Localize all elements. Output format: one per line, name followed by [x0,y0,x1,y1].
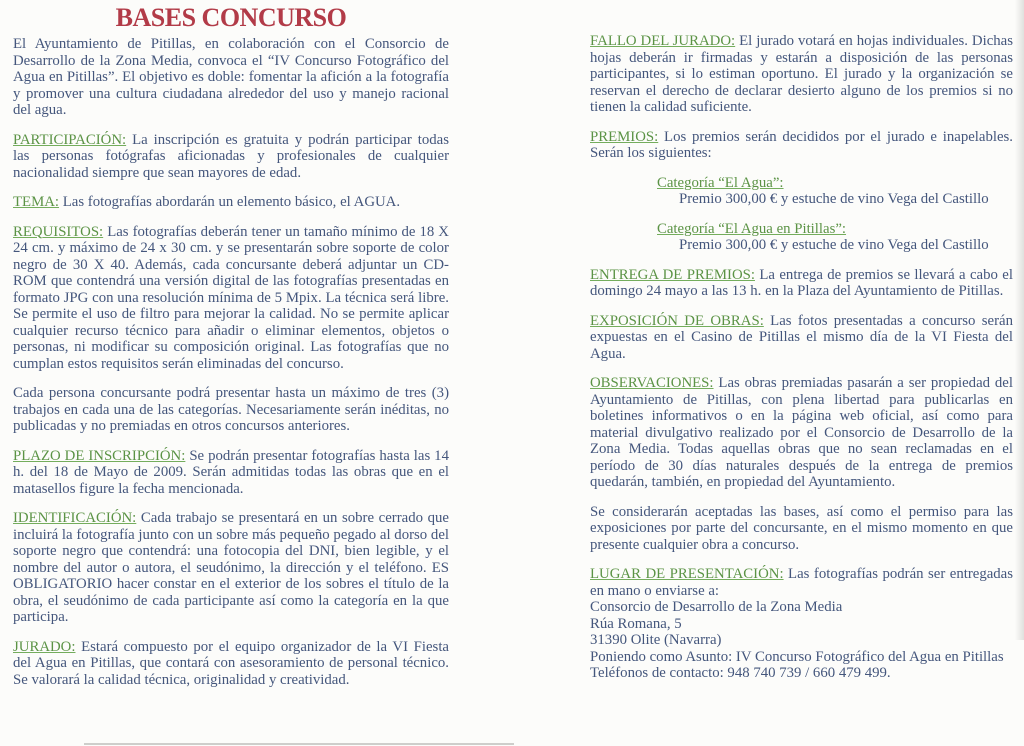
prize-amount: Premio 300,00 € y estuche de vino Vega del Castillo [679,191,989,207]
section-heading: IDENTIFICACIÓN: [13,510,137,526]
category-heading: Categoría “El Agua en Pitillas”: [657,220,847,237]
section-heading: PLAZO DE INSCRIPCIÓN: [13,447,186,464]
paragraph-body: Cada trabajo se presentará en un sobre cerrado que incluirá la fotografía junto con un sobre más pequeño pegado al dorso del soporte negro que contendrá: una fotocopia del DNI, bien legible, y el nombre del autor o autora, el seudónimo, la dirección y el teléfono. ES OBLIGATORIO hacer constar en el exterior de los sobres el título de la obra, el seudónimo de cada participante así como la categoría en la que participa. [13,510,449,625]
section-heading: PARTICIPACIÓN: [13,131,127,148]
section-heading: REQUISITOS: [13,223,104,240]
page-title: BASES CONCURSO [115,3,347,32]
category-heading: Categoría “El Agua”: [657,174,784,191]
section-observaciones [590,375,1013,491]
paragraph-body: Las fotos presentadas a concurso serán expuestas en el Casino de Pitillas el mismo día de la VI Fiesta del Agua. [590,312,1013,362]
paragraph-body: La entrega de premios se llevará a cabo el domingo 24 mayo a las 13 h. en la Plaza del Ayuntamiento de Pitillas. [590,266,1013,299]
paragraph-body: Cada persona concursante podrá presentar hasta un máximo de tres (3) trabajos en cada una de las categorías. Necesariamente serán inéditas, no publicadas y no premiadas en otros concursos anteriores. [13,385,449,434]
paragraph-body: Las fotografías abordarán un elemento básico, el AGUA. [62,194,401,210]
intro-paragraph [13,36,449,119]
scan-edge-shade [1015,0,1024,640]
section-exposicion-de-obras [590,313,1013,363]
section-participacion [13,132,449,182]
section-jurado [13,639,449,689]
prize-category-label [657,175,1013,192]
left-column [13,36,449,701]
right-column [590,33,1013,682]
paragraph-body: Estará compuesto por el equipo organizador de la VI Fiesta del Agua en Pitillas, que contará con asesoramiento de personal técnico. Se valorará la calidad técnica, originalidad y creatividad. [13,638,449,688]
section-heading: ENTREGA DE PREMIOS: [590,266,755,283]
section-entrega-de-premios [590,267,1013,300]
address-line: 31390 Olite (Navarra) [590,632,722,648]
limit-paragraph [13,385,449,435]
paragraph-body: Se podrán presentar fotografías hasta las 14 h. del 18 de Mayo de 2009. Serán admitidas todas las obras que en el matasellos figure la fecha mencionada. [13,447,449,497]
section-lugar-de-presentacion [590,566,1013,599]
section-heading: JURADO: [13,638,76,655]
prize-category-agua-en-pitillas [590,221,1013,254]
address-line-phones: Teléfonos de contacto: 948 740 739 / 660 479 499. [590,665,891,681]
paragraph-body: El Ayuntamiento de Pitillas, en colaboración con el Consorcio de Desarrollo de la Zona Media, convoca el “IV Concurso Fotográfico del Agua en Pitillas”. El objetivo es doble: fomentar la afición a la fotografía y promover una cultura ciudadana alrededor del uso y manejo racional del agua. [13,36,449,118]
section-plazo-de-inscripcion [13,448,449,498]
prize-amount: Premio 300,00 € y estuche de vino Vega del Castillo [679,237,989,253]
scan-edge-line [84,743,514,745]
delivery-address [590,599,1013,682]
paragraph-body: Las fotografías deberán tener un tamaño mínimo de 18 X 24 cm. y máximo de 24 x 30 cm. y se presentarán sobre soporte de color negro de 30 X 40. Además, cada concursante deberá adjuntar un CD-ROM que contendrá una versión digital de las fotografías presentadas en formato JPG con una resolución mínima de 5 Mpix. La técnica será libre. Se permite el uso de filtro para mejorar la calidad. No se permite aplicar cualquier recurso técnico para añadir o eliminar elementos, objetos o personas, ni modificar su composición original. Las fotografías que no cumplan estos requisitos serán eliminadas del concurso. [13,223,449,372]
section-heading: PREMIOS: [590,128,659,145]
section-tema [13,194,449,211]
section-heading: LUGAR DE PRESENTACIÓN: [590,566,784,582]
section-premios [590,129,1013,162]
section-fallo-del-jurado [590,33,1013,116]
section-heading: TEMA: [13,194,60,210]
section-requisitos [13,224,449,373]
paragraph-body: El jurado votará en hojas individuales. Dichas hojas deberán ir firmadas y estarán a disposición de las personas participantes, si lo estiman oportuno. El jurado y la organización se reservan el derecho de declarar desierto alguno de los premios si no tienen la calidad suficiente. [590,33,1014,115]
section-identificacion [13,510,449,626]
section-heading: EXPOSICIÓN DE OBRAS: [590,312,764,329]
prize-category-agua [590,175,1013,208]
paragraph-body: Las obras premiadas pasarán a ser propiedad del Ayuntamiento de Pitillas, con plena libertad para publicarlas en boletines informativos o en la página web oficial, así como para material divulgativo realizado por el Consorcio de Desarrollo de la Zona Media. Todas aquellas obras que no sean reclamadas en el período de 30 días naturales después de la entrega de premios quedarán, también, en propiedad del Ayuntamiento. [590,375,1013,490]
prize-category-label [657,221,1013,238]
address-line: Rúa Romana, 5 [590,615,682,632]
section-heading: FALLO DEL JURADO: [590,33,736,49]
section-heading: OBSERVACIONES: [590,375,714,391]
address-line: Poniendo como Asunto: IV Concurso Fotográfico del Agua en Pitillas [590,648,1004,665]
acceptance-paragraph [590,504,1013,554]
address-line: Consorcio de Desarrollo de la Zona Media [590,599,843,615]
paragraph-body: Las fotografías podrán ser entregadas en mano o enviarse a: [590,566,1014,599]
paragraph-body: La inscripción es gratuita y podrán participar todas las personas fotógrafas aficionadas y profesionales de cualquier nacionalidad siempre que sean mayores de edad. [13,131,449,181]
paragraph-body: Los premios serán decididos por el jurado e inapelables. Serán los siguientes: [590,128,1014,161]
paragraph-body: Se considerarán aceptadas las bases, así como el permiso para las exposiciones por parte del concursante, en el mismo momento en que presente cualquier obra a concurso. [590,503,1013,553]
